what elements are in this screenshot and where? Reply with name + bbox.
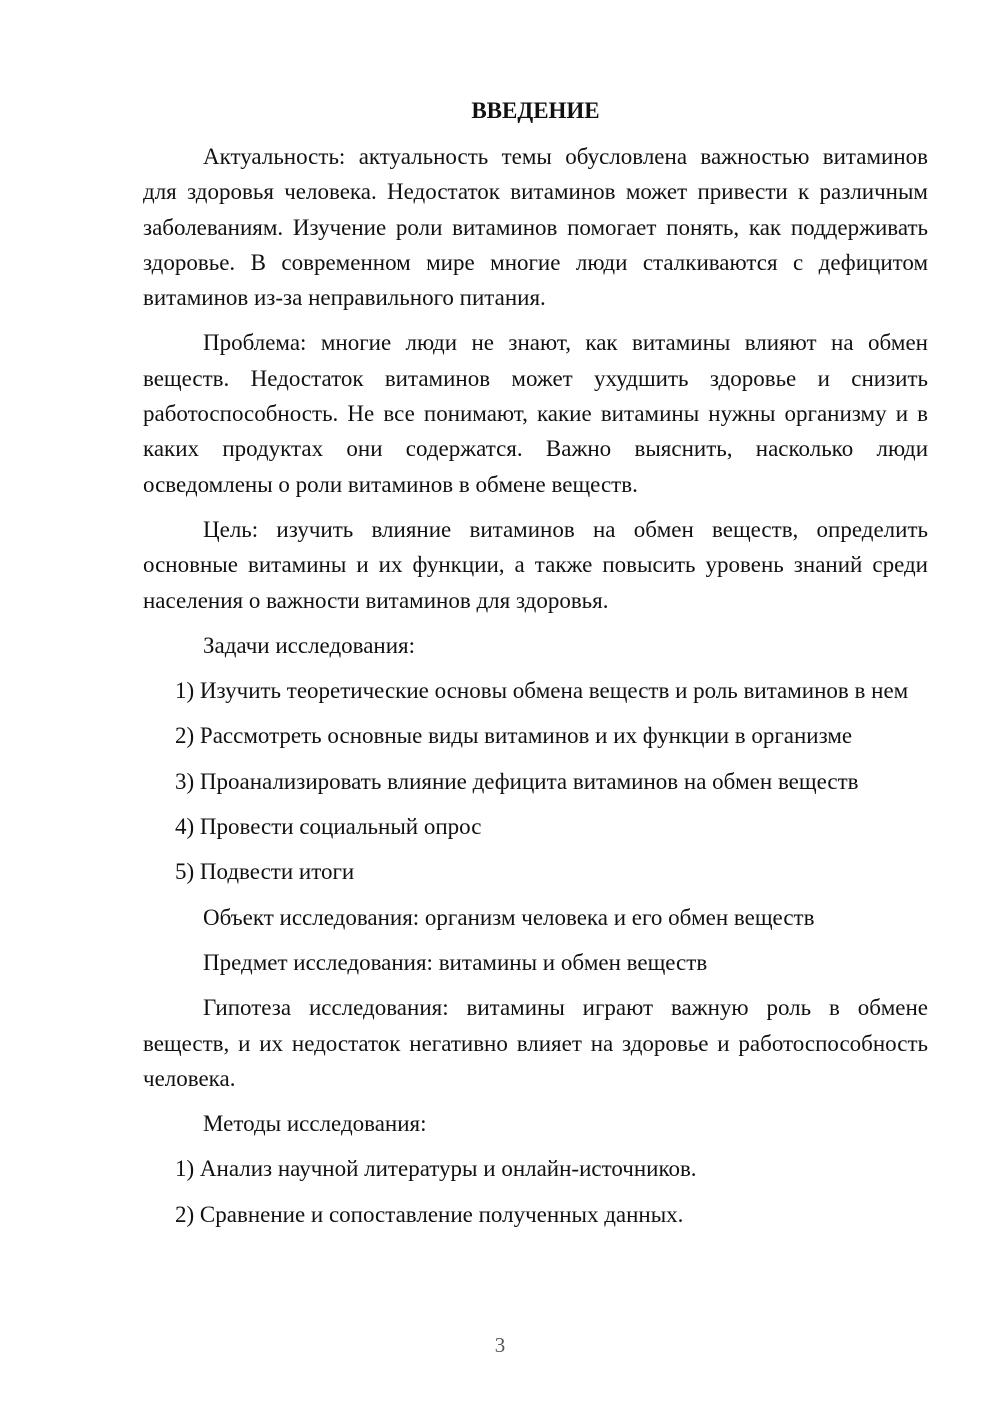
goal-paragraph: Цель: изучить влияние витаминов на обмен веществ, определить основные витамины и их функции, а также повысить уровень знаний среди населения о важности витаминов для здоровья. (143, 516, 928, 613)
problem-paragraph: Проблема: многие люди не знают, как витамины влияют на обмен веществ. Недостаток витаминов может ухудшить здоровье и снизить работоспособность. Не все понимают, какие витамины нужны организму и в каких продуктах они содержатся. Важно выяснить, насколько люди осведомлены о роли витаминов в обмене веществ. (143, 330, 928, 497)
task-item: 1) Изучить теоретические основы обмена веществ и роль витаминов в нем (175, 678, 909, 704)
task-item: 5) Подвести итоги (175, 859, 355, 885)
methods-title: Методы исследования: (203, 1111, 427, 1137)
task-item: 3) Проанализировать влияние дефицита витаминов на обмен веществ (175, 768, 859, 794)
task-item: 4) Провести социальный опрос (175, 814, 482, 840)
task-item: 2) Рассмотреть основные виды витаминов и их функции в организме (175, 723, 853, 749)
hypothesis-paragraph: Гипотеза исследования: витамины играют важную роль в обмене веществ, и их недостаток негативно влияет на здоровье и работоспособность человека. (143, 995, 928, 1091)
page-text (143, 94, 928, 1232)
page-number: 3 (494, 1333, 506, 1357)
tasks-title: Задачи исследования: (203, 632, 416, 658)
method-item: 2) Сравнение и сопоставление полученных данных. (175, 1201, 684, 1227)
object-paragraph: Объект исследования: организм человека и его обмен веществ (203, 904, 815, 930)
page-title: ВВЕДЕНИЕ (471, 98, 600, 123)
method-item: 1) Анализ научной литературы и онлайн-источников. (175, 1156, 697, 1182)
relevance-paragraph: Актуальность: актуальность темы обусловлена важностью витаминов для здоровья человека. Недостаток витаминов может привести к различным заболеваниям. Изучение роли витаминов помогает понять, как поддерживать здоровье. В современном мире многие люди сталкиваются с дефицитом витаминов из-за неправильного питания. (143, 144, 928, 311)
subject-paragraph: Предмет исследования: витамины и обмен веществ (203, 949, 708, 975)
